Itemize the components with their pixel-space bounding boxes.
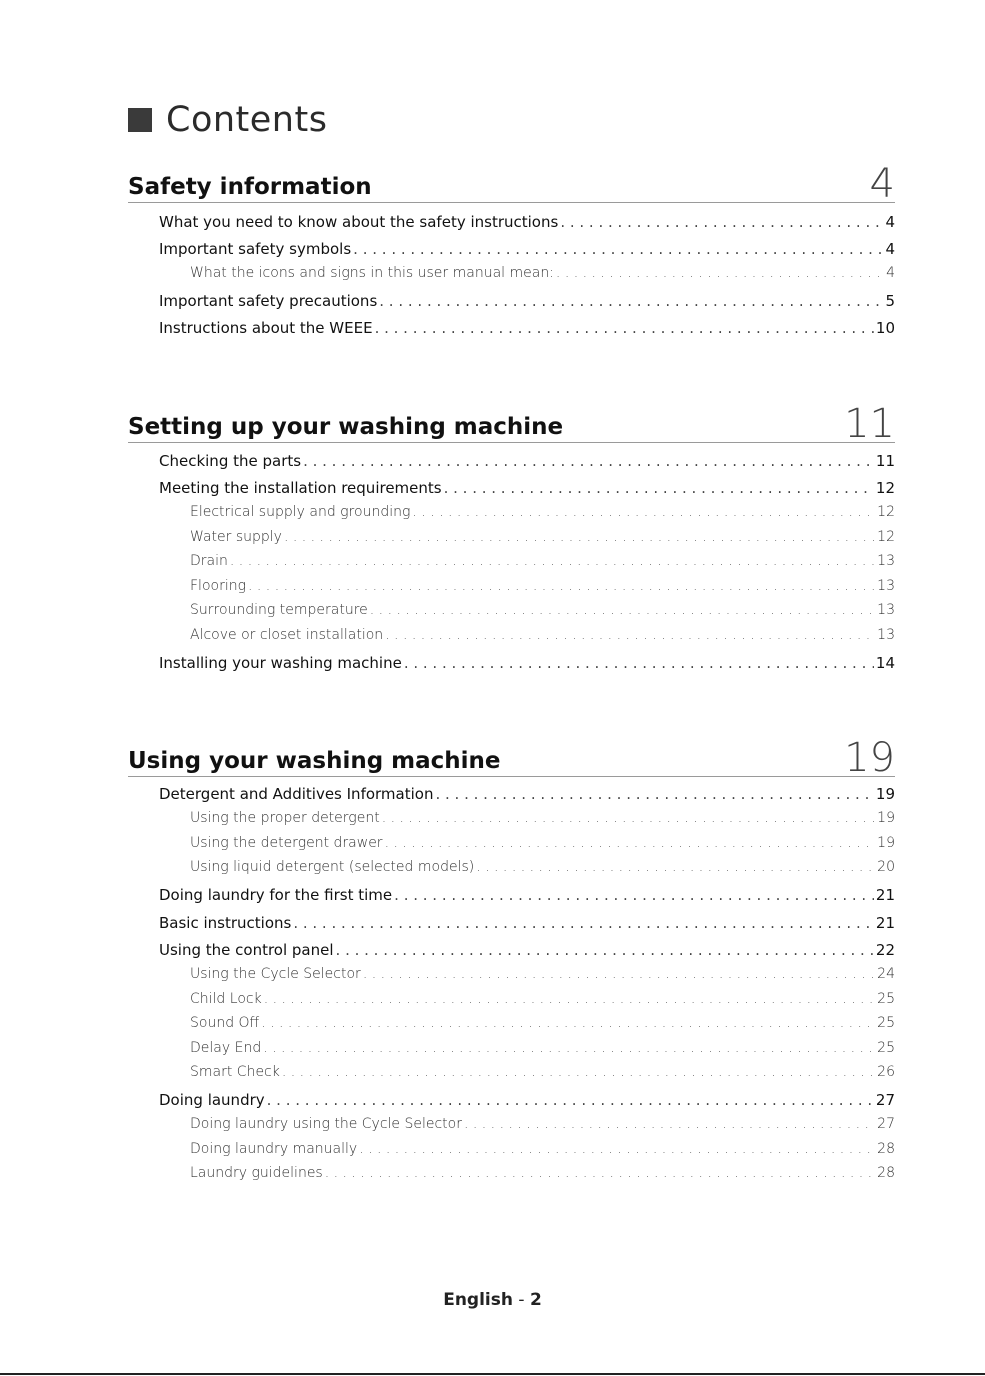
toc-entry[interactable] <box>159 914 895 932</box>
toc-entry-page: 13 <box>877 553 895 569</box>
section-page-number: 4 <box>869 161 895 207</box>
toc-entry[interactable] <box>159 654 895 672</box>
toc-entry[interactable] <box>190 966 895 982</box>
toc-entry-page: 11 <box>875 452 895 470</box>
toc-entry[interactable] <box>159 479 895 497</box>
toc-entry-page: 25 <box>877 1015 895 1031</box>
toc-entry-label: Sound Off <box>190 1015 260 1031</box>
page-title <box>128 100 327 140</box>
toc-entry-label: Meeting the installation requirements <box>159 479 442 497</box>
toc-entry[interactable] <box>190 810 895 826</box>
section-header <box>128 735 895 781</box>
dot-leader <box>382 810 875 826</box>
toc-entry[interactable] <box>190 859 895 875</box>
toc-entry-page: 27 <box>877 1116 895 1132</box>
toc-entry-label: Drain <box>190 553 228 569</box>
toc-entry-page: 4 <box>885 213 895 231</box>
page-footer <box>0 1290 985 1310</box>
dot-leader <box>363 966 875 982</box>
toc-entry-label: Using the control panel <box>159 941 334 959</box>
toc-entry-label: Basic instructions <box>159 914 292 932</box>
toc-entry[interactable] <box>190 602 895 618</box>
toc-entry[interactable] <box>159 785 895 803</box>
toc-entry-label: Important safety precautions <box>159 292 378 310</box>
dot-leader <box>284 529 875 545</box>
dot-leader <box>385 627 875 643</box>
toc-entry-page: 13 <box>877 602 895 618</box>
toc-entry-page: 19 <box>877 835 895 851</box>
toc-entry-label: Checking the parts <box>159 452 302 470</box>
toc-entry-label: Alcove or closet installation <box>190 627 384 643</box>
toc-entry[interactable] <box>190 265 895 281</box>
dot-leader <box>264 991 875 1007</box>
toc-entry-page: 19 <box>875 785 895 803</box>
toc-entry[interactable] <box>190 529 895 545</box>
toc-entry[interactable] <box>159 1091 895 1109</box>
bottom-rule <box>0 1373 985 1375</box>
toc-entry-page: 27 <box>875 1091 895 1109</box>
dot-leader <box>412 504 875 520</box>
toc-entry[interactable] <box>190 1116 895 1132</box>
section-page-number: 11 <box>844 401 895 447</box>
toc-entry-page: 26 <box>877 1064 895 1080</box>
toc-entry[interactable] <box>190 627 895 643</box>
dot-leader <box>303 452 874 470</box>
toc-entry-label: Doing laundry <box>159 1091 265 1109</box>
page-title-text: Contents <box>166 100 328 140</box>
section-page-number: 19 <box>844 735 895 781</box>
toc-entry-label: Using liquid detergent (selected models) <box>190 859 475 875</box>
toc-entry-page: 21 <box>875 914 895 932</box>
toc-entry-label: Installing your washing machine <box>159 654 402 672</box>
toc-entry[interactable] <box>159 240 895 258</box>
dot-leader <box>261 1015 875 1031</box>
toc-entry-label: Detergent and Additives Information <box>159 785 434 803</box>
toc-entry-page: 12 <box>875 479 895 497</box>
toc-entry-label: Smart Check <box>190 1064 280 1080</box>
toc-entry-page: 24 <box>877 966 895 982</box>
toc-entry-label: Delay End <box>190 1040 262 1056</box>
dot-leader <box>359 1141 875 1157</box>
toc-entry[interactable] <box>190 1165 895 1181</box>
toc-entry[interactable] <box>190 1141 895 1157</box>
footer-page-number: 2 <box>529 1290 542 1310</box>
dot-leader <box>435 785 873 803</box>
section-header <box>128 161 895 207</box>
toc-entry-page: 10 <box>875 319 895 337</box>
dot-leader <box>375 319 874 337</box>
dot-leader <box>404 654 874 672</box>
toc-entry-page: 4 <box>886 265 895 281</box>
toc-entry-page: 13 <box>877 578 895 594</box>
dot-leader <box>464 1116 875 1132</box>
toc-entry-page: 5 <box>885 292 895 310</box>
toc-entry[interactable] <box>190 1064 895 1080</box>
section-safety-information <box>128 161 895 337</box>
toc-entry[interactable] <box>190 1040 895 1056</box>
dot-leader <box>444 479 874 497</box>
toc-entry[interactable] <box>159 886 895 904</box>
toc-entry-page: 25 <box>877 1040 895 1056</box>
dot-leader <box>353 240 883 258</box>
toc-entry[interactable] <box>190 1015 895 1031</box>
toc-entry[interactable] <box>159 319 895 337</box>
toc-entry-page: 28 <box>877 1165 895 1181</box>
dot-leader <box>325 1165 875 1181</box>
toc-entry-label: Doing laundry manually <box>190 1141 358 1157</box>
dot-leader <box>385 835 876 851</box>
toc-entry-label: Instructions about the WEEE <box>159 319 373 337</box>
toc-entry-page: 13 <box>877 627 895 643</box>
toc-entry-page: 21 <box>875 886 895 904</box>
footer-separator: - <box>512 1290 530 1310</box>
footer-language: English <box>443 1290 513 1310</box>
toc-entry[interactable] <box>159 213 895 231</box>
dot-leader <box>379 292 883 310</box>
toc-entry-label: Doing laundry using the Cycle Selector <box>190 1116 462 1132</box>
dot-leader <box>248 578 875 594</box>
section-title: Using your washing machine <box>128 748 501 774</box>
title-square-icon <box>128 108 152 132</box>
toc-entry-label: Child Lock <box>190 991 262 1007</box>
toc-entry[interactable] <box>190 835 895 851</box>
toc-entry-page: 19 <box>877 810 895 826</box>
toc-entry-label: What you need to know about the safety instructions <box>159 213 559 231</box>
toc-entry[interactable] <box>159 292 895 310</box>
toc-entry[interactable] <box>190 553 895 569</box>
dot-leader <box>267 1091 874 1109</box>
toc-entry-page: 14 <box>875 654 895 672</box>
toc-entry-page: 22 <box>875 941 895 959</box>
dot-leader <box>230 553 875 569</box>
dot-leader <box>476 859 875 875</box>
toc-entry-page: 12 <box>877 529 895 545</box>
dot-leader <box>293 914 874 932</box>
section-setting-up <box>128 401 895 672</box>
dot-leader <box>263 1040 875 1056</box>
dot-leader <box>560 213 883 231</box>
toc-entry-page: 4 <box>885 240 895 258</box>
section-title: Safety information <box>128 174 372 200</box>
toc-entry-label: Important safety symbols <box>159 240 352 258</box>
toc-entry[interactable] <box>190 991 895 1007</box>
toc-entry-label: Flooring <box>190 578 246 594</box>
section-title: Setting up your washing machine <box>128 414 564 440</box>
dot-leader <box>394 886 874 904</box>
toc-entry-label: Water supply <box>190 529 282 545</box>
toc-entry[interactable] <box>159 452 895 470</box>
toc-entry-label: What the icons and signs in this user manual mean: <box>190 265 554 281</box>
dot-leader <box>282 1064 875 1080</box>
section-header <box>128 401 895 447</box>
toc-entry-label: Doing laundry for the first time <box>159 886 393 904</box>
toc-entry-label: Using the proper detergent <box>190 810 380 826</box>
toc-entry-label: Electrical supply and grounding <box>190 504 411 520</box>
dot-leader <box>336 941 874 959</box>
toc-entry-label: Surrounding temperature <box>190 602 368 618</box>
section-using <box>128 735 895 1181</box>
dot-leader <box>370 602 875 618</box>
toc-entry-page: 25 <box>877 991 895 1007</box>
toc-entry-page: 20 <box>877 859 895 875</box>
toc-entry-page: 28 <box>877 1141 895 1157</box>
toc-entry-page: 12 <box>877 504 895 520</box>
toc-entry[interactable] <box>159 941 895 959</box>
toc-entry[interactable] <box>190 578 895 594</box>
toc-entry-label: Using the detergent drawer <box>190 835 383 851</box>
dot-leader <box>556 265 884 281</box>
toc-entry-label: Using the Cycle Selector <box>190 966 361 982</box>
toc-entry-label: Laundry guidelines <box>190 1165 323 1181</box>
toc-entry[interactable] <box>190 504 895 520</box>
